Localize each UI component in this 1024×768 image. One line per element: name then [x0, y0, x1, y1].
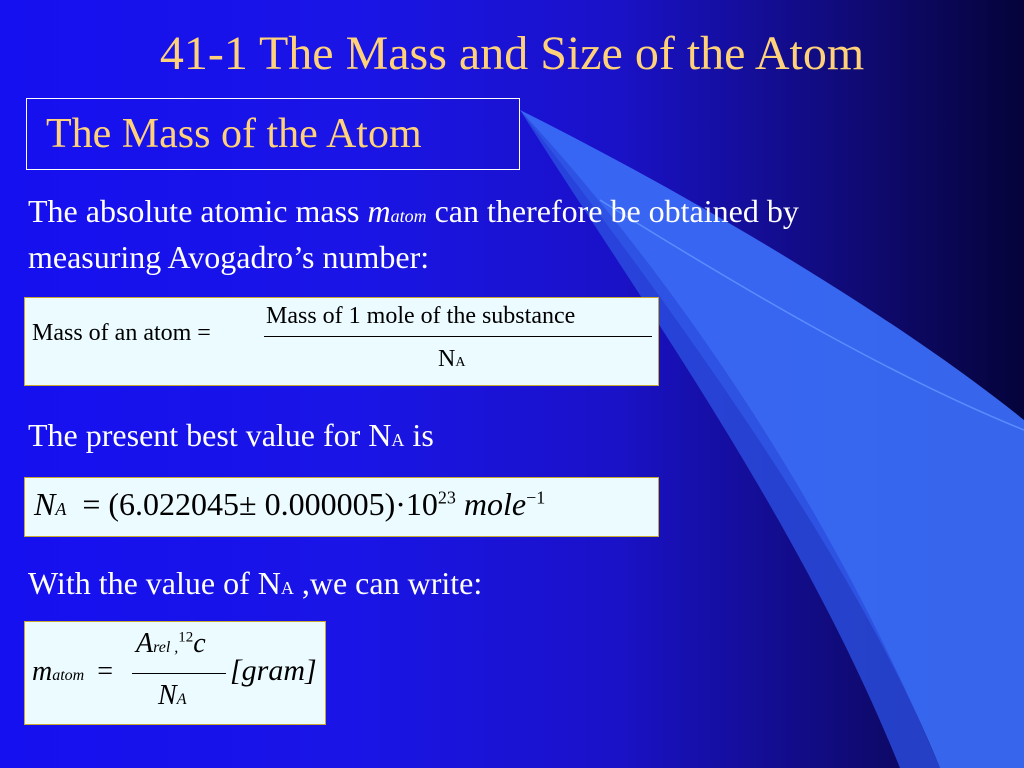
eq1-fraction-line	[264, 336, 652, 337]
eq1-lhs: Mass of an atom =	[32, 320, 211, 346]
eq2-expression: NA = $(6.022045\pm 0.000005)\cdot 10^{23}$ mole$^{-1}$	[34, 486, 546, 522]
eq3-unit: [gram]	[230, 654, 317, 687]
paragraph-3: With the value of NA ,we can write:	[28, 565, 483, 601]
paragraph-2: The present best value for NA is	[28, 417, 434, 453]
paragraph-1-line-1: The absolute atomic mass matom can therefore be obtained by	[28, 193, 799, 229]
eq3-numerator: Arel ,$^{12}$c	[136, 628, 206, 659]
slide-subtitle: The Mass of the Atom	[46, 111, 422, 157]
eq3-fraction-line	[132, 673, 226, 674]
eq1-denominator: NA	[438, 346, 466, 372]
paragraph-1-line-2: measuring Avogadro’s number:	[28, 239, 430, 275]
eq3-lhs: matom =	[32, 656, 114, 687]
eq3-denominator: NA	[158, 680, 187, 711]
eq1-numerator: Mass of 1 mole of the substance	[266, 303, 576, 329]
slide-title: 41-1 The Mass and Size of the Atom	[159, 27, 865, 80]
